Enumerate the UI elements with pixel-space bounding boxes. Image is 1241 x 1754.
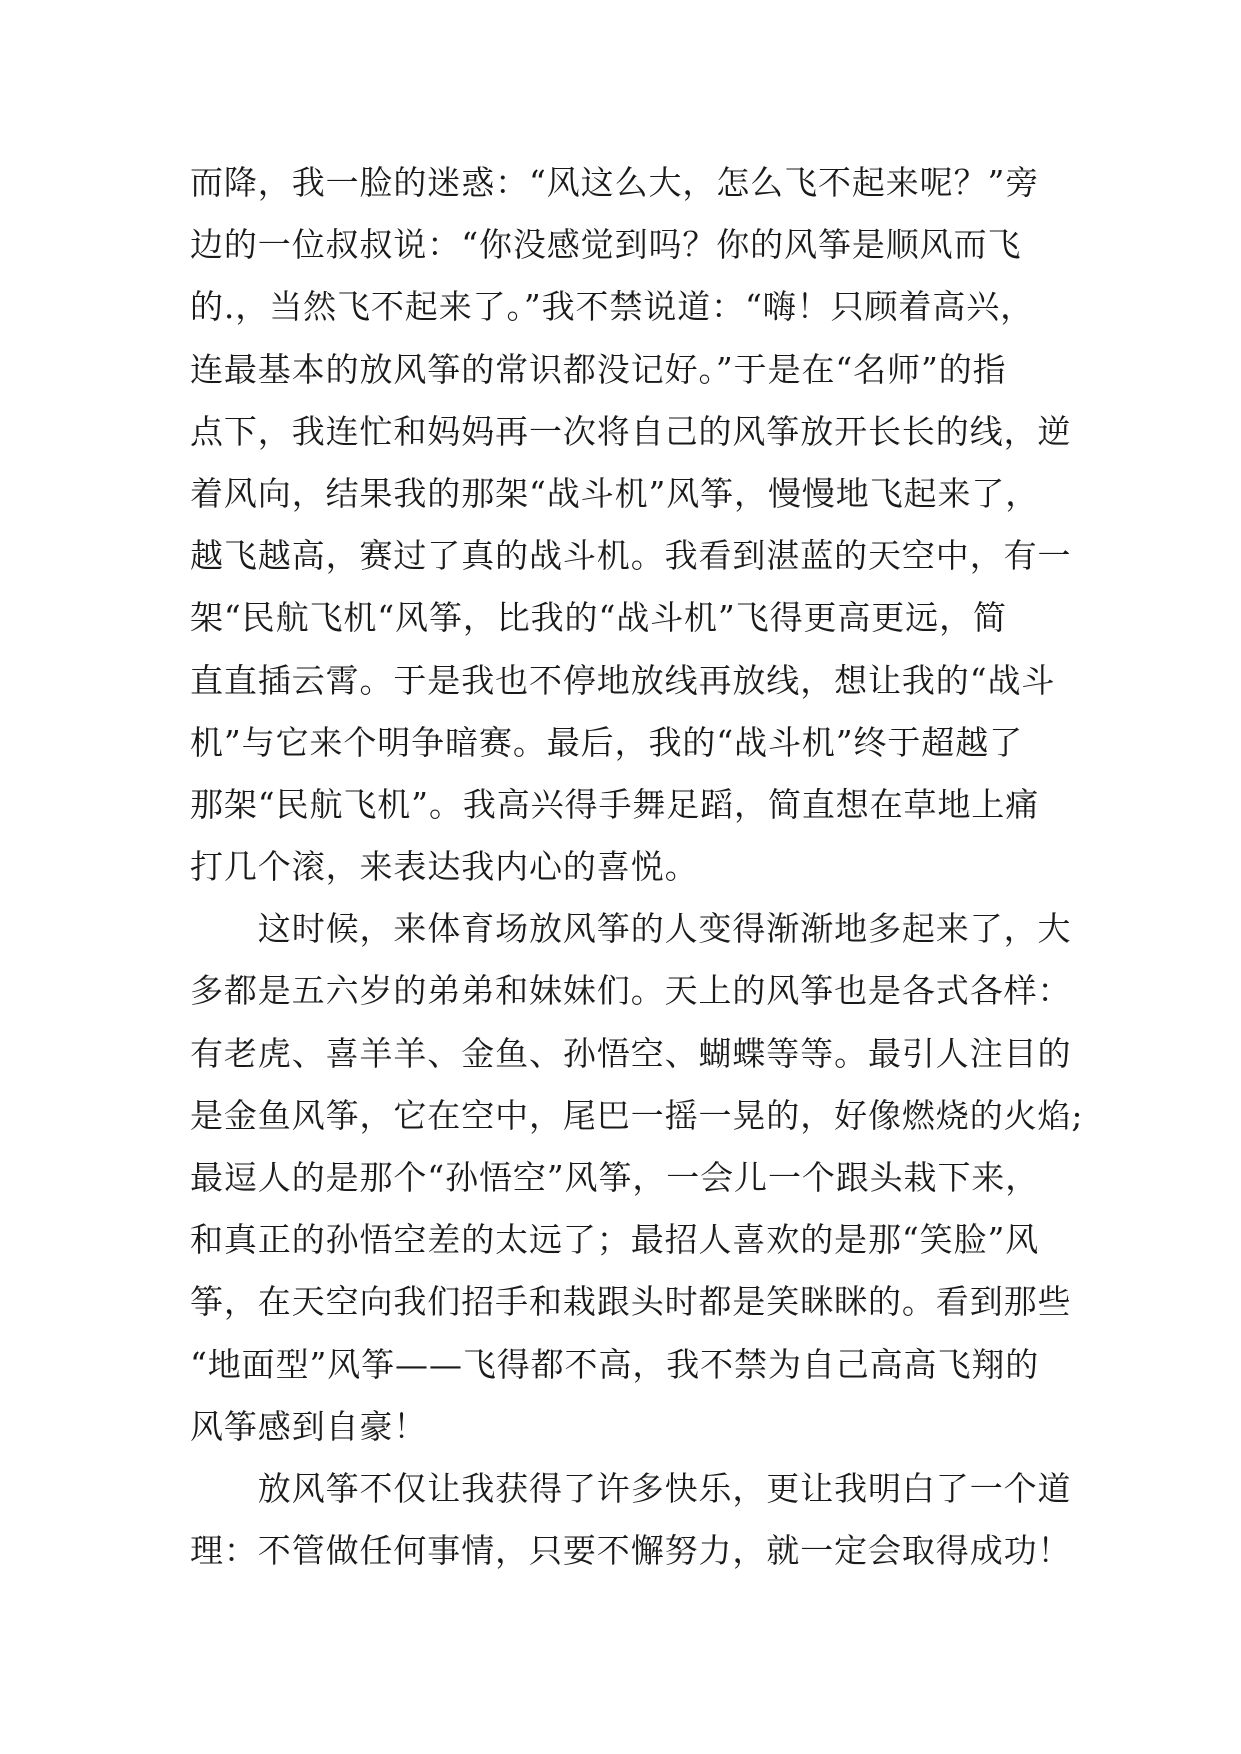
text-line: 越飞越高，赛过了真的战斗机。我看到湛蓝的天空中，有一 <box>190 536 1072 576</box>
text-line: 多都是五六岁的弟弟和妹妹们。天上的风筝也是各式各样： <box>190 971 1072 1011</box>
text-line: “地面型”风筝——飞得都不高，我不禁为自己高高飞翔的 <box>190 1344 1040 1384</box>
text-line: 和真正的孙悟空差的太远了；最招人喜欢的是那“笑脸”风 <box>190 1220 1040 1260</box>
text-line: 而降，我一脸的迷惑：“风这么大，怎么飞不起来呢？”旁 <box>190 163 1040 202</box>
text-line: 有老虎、喜羊羊、金鱼、孙悟空、蝴蝶等等。最引人注目的 <box>190 1033 1072 1073</box>
text-line: 那架“民航飞机”。我高兴得手舞足蹈，简直想在草地上痛 <box>190 784 1040 824</box>
text-line: 筝，在天空向我们招手和栽跟头时都是笑眯眯的。看到那些 <box>190 1282 1072 1322</box>
text-line: 打几个滚，来表达我内心的喜悦。 <box>190 847 699 887</box>
text-line: 边的一位叔叔说：“你没感觉到吗？你的风筝是顺风而飞 <box>190 225 1022 265</box>
text-line: 直直插云霄。于是我也不停地放线再放线，想让我的“战斗 <box>190 660 1056 700</box>
text-line: 架“民航飞机“风筝，比我的“战斗机”飞得更高更远，简 <box>190 598 1007 638</box>
text-line: 理：不管做任何事情，只要不懈努力，就一定会取得成功！ <box>190 1531 1072 1571</box>
text-line: 的.，当然飞不起来了。”我不禁说道：“嗨！只顾着高兴， <box>190 287 1035 327</box>
body-text <box>190 152 1084 1582</box>
text-line: 放风筝不仅让我获得了许多快乐，更让我明白了一个道 <box>190 1468 1072 1508</box>
text-line: 风筝感到自豪！ <box>190 1406 428 1446</box>
text-line: 是金鱼风筝，它在空中，尾巴一摇一晃的，好像燃烧的火焰; <box>190 1095 1084 1135</box>
text-line: 连最基本的放风筝的常识都没记好。”于是在“名师”的指 <box>190 349 1007 389</box>
text-line: 这时候，来体育场放风筝的人变得渐渐地多起来了，大 <box>190 909 1072 949</box>
text-line: 着风向，结果我的那架“战斗机”风筝，慢慢地飞起来了， <box>190 473 1040 513</box>
text-line: 机”与它来个明争暗赛。最后，我的“战斗机”终于超越了 <box>190 722 1024 762</box>
text-line: 最逗人的是那个“孙悟空”风筝，一会儿一个跟头栽下来， <box>190 1158 1040 1197</box>
text-line: 点下，我连忙和妈妈再一次将自己的风筝放开长长的线，逆 <box>190 411 1072 451</box>
